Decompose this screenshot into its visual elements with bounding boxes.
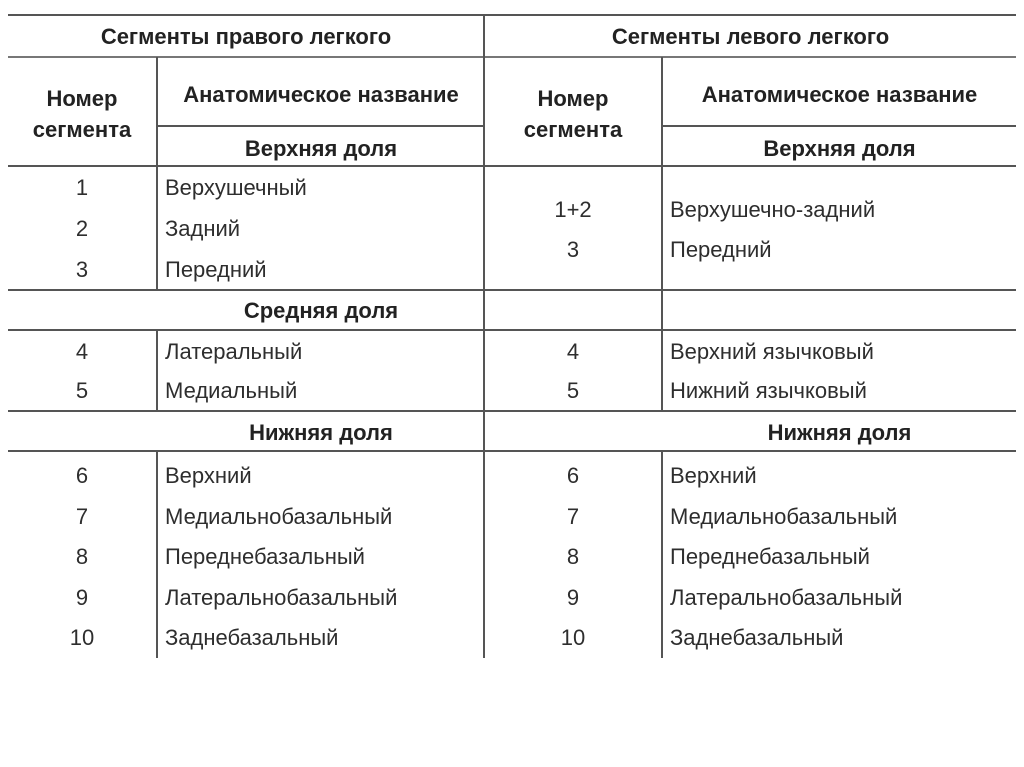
right-lower-name-8: Переднебазальный: [165, 544, 365, 569]
right-middle-num-5: 5: [75, 378, 89, 403]
right-name-header: Анатомическое название: [183, 82, 459, 107]
left-lower-num-10: 10: [560, 625, 586, 650]
left-lung-title: Сегменты левого легкого: [611, 24, 890, 49]
right-lower-num-6: 6: [75, 463, 89, 488]
right-upper-name-3: Передний: [165, 257, 267, 282]
left-name-header: Анатомическое название: [701, 82, 978, 107]
rule-left-num-col-low: [661, 451, 663, 658]
right-upper-name-1: Верхушечный: [165, 175, 307, 200]
left-lower-name-6: Верхний: [670, 463, 757, 488]
left-lower-name-7: Медиальнобазальный: [670, 504, 898, 529]
rule-under-titles: [8, 56, 1016, 58]
left-lower-name-9: Латеральнобазальный: [670, 585, 903, 610]
right-num-header-line2: сегмента: [32, 117, 132, 142]
left-num-header-line2: сегмента: [523, 117, 623, 142]
rule-lower-header-bottom: [8, 450, 1016, 452]
left-middle-name-4: Верхний язычковый: [670, 339, 874, 364]
rule-left-name-header: [662, 125, 1016, 127]
rule-top: [8, 14, 1016, 16]
left-lower-num-6: 6: [566, 463, 580, 488]
right-upper-num-2: 2: [75, 216, 89, 241]
right-lower-name-7: Медиальнобазальный: [165, 504, 393, 529]
rule-middle-bottom: [8, 410, 1016, 412]
right-lower-name-10: Заднебазальный: [165, 625, 339, 650]
rule-header-bottom: [8, 165, 1016, 167]
left-middle-name-5: Нижний язычковый: [670, 378, 867, 403]
right-num-header-line1: Номер: [46, 86, 118, 111]
right-lower-num-8: 8: [75, 544, 89, 569]
right-middle-name-5: Медиальный: [165, 378, 298, 403]
right-lower-lobe: Нижняя доля: [249, 420, 393, 445]
rule-right-num-col-mid: [156, 330, 158, 411]
right-upper-num-3: 3: [75, 257, 89, 282]
right-upper-name-2: Задний: [165, 216, 241, 241]
rule-left-num-col-mid: [661, 290, 663, 411]
left-num-header-line1: Номер: [537, 86, 609, 111]
right-lower-num-9: 9: [75, 585, 89, 610]
right-middle-num-4: 4: [75, 339, 89, 364]
left-lower-num-7: 7: [566, 504, 580, 529]
right-lung-title: Сегменты правого легкого: [100, 24, 392, 49]
left-upper-num-1: 1+2: [554, 197, 592, 222]
left-upper-lobe: Верхняя доля: [763, 136, 916, 161]
right-lower-num-7: 7: [75, 504, 89, 529]
left-lower-num-9: 9: [566, 585, 580, 610]
left-lower-num-8: 8: [566, 544, 580, 569]
right-lower-name-6: Верхний: [165, 463, 252, 488]
left-upper-name-1: Верхушечно-задний: [670, 197, 876, 222]
left-middle-num-5: 5: [566, 378, 580, 403]
right-middle-lobe: Средняя доля: [243, 298, 399, 323]
right-middle-name-4: Латеральный: [165, 339, 303, 364]
left-lower-name-8: Переднебазальный: [670, 544, 870, 569]
left-lower-name-10: Заднебазальный: [670, 625, 844, 650]
left-upper-name-2: Передний: [670, 237, 772, 262]
rule-middle-header-bottom: [8, 329, 1016, 331]
left-middle-num-4: 4: [566, 339, 580, 364]
rule-right-num-col-low: [156, 451, 158, 658]
right-upper-lobe: Верхняя доля: [244, 136, 398, 161]
rule-upper-bottom: [8, 289, 1016, 291]
rule-right-name-header: [157, 125, 484, 127]
right-upper-num-1: 1: [75, 175, 89, 200]
left-upper-num-2: 3: [566, 237, 580, 262]
right-lower-num-10: 10: [69, 625, 95, 650]
right-lower-name-9: Латеральнобазальный: [165, 585, 398, 610]
left-lower-lobe: Нижняя доля: [767, 420, 912, 445]
